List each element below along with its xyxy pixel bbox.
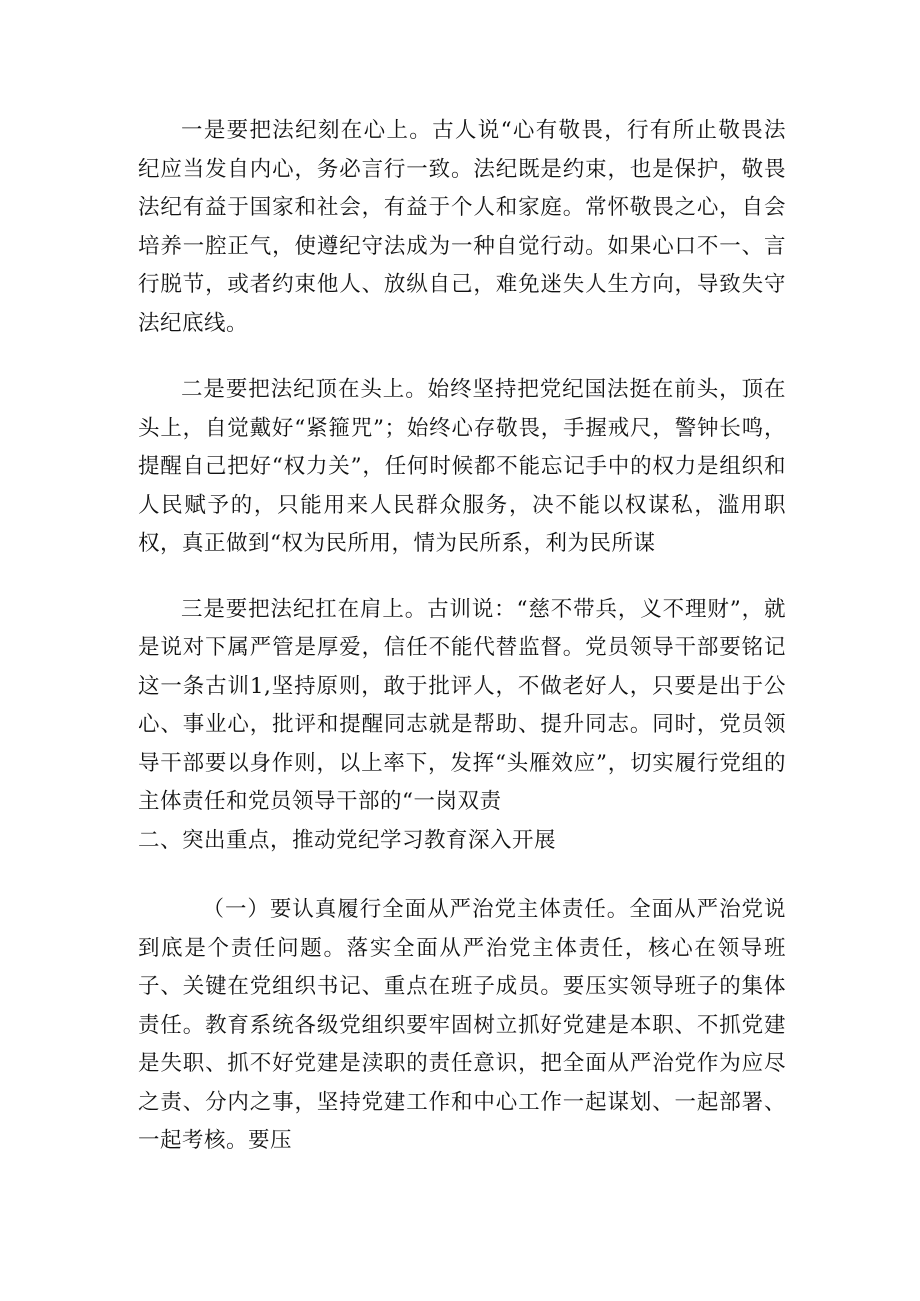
paragraph-3: 三是要把法纪扛在肩上。古训说：“慈不带兵，义不理财”，就是说对下属严管是厚爱，信任不能代替监督。党员领导干部要铭记这一条古训1,坚持原则，敢于批评人，不做老好人，只要是出于公心、事业心，批评和提醒同志就是帮助、提升同志。同时，党员领导干部要以身作则，以上率下，发挥“头雁效应”，切实履行党组的主体责任和党员领导干部的“一岗双责 <box>138 596 786 814</box>
subsection-paragraph: （一）要认真履行全面从严治党主体责任。全面从严治党说到底是个责任问题。落实全面从严治党主体责任，核心在领导班子、关键在党组织书记、重点在班子成员。要压实领导班子的集体责任。教育系统各级党组织要牢固树立抓好党建是本职、不抓党建是失职、抓不好党建是渎职的责任意识，把全面从严治党作为应尽之责、分内之事，坚持党建工作和中心工作一起谋划、一起部署、一起考核。要压 <box>138 897 786 1153</box>
paragraph-1: 一是要把法纪刻在心上。古人说“心有敬畏，行有所止敬畏法纪应当发自内心，务必言行一致。法纪既是约束，也是保护，敬畏法纪有益于国家和社会，有益于个人和家庭。常怀敬畏之心，自会培养一腔正气，使遵纪守法成为一种自觉行动。如果心口不一、言行脱节，或者约束他人、放纵自己，难免迷失人生方向，导致失守法纪底线。 <box>138 118 786 336</box>
paragraph-2: 二是要把法纪顶在头上。始终坚持把党纪国法挺在前头，顶在头上，自觉戴好“紧箍咒”；始终心存敬畏，手握戒尺，警钟长鸣，提醒自己把好“权力关”，任何时候都不能忘记手中的权力是组织和人民赋予的，只能用来人民群众服务，决不能以权谋私，滥用职权，真正做到“权为民所用，情为民所系，利为民所谋 <box>138 377 786 556</box>
document-page <box>138 112 786 1161</box>
section-heading: 二、突出重点，推动党纪学习教育深入开展 <box>138 827 557 853</box>
